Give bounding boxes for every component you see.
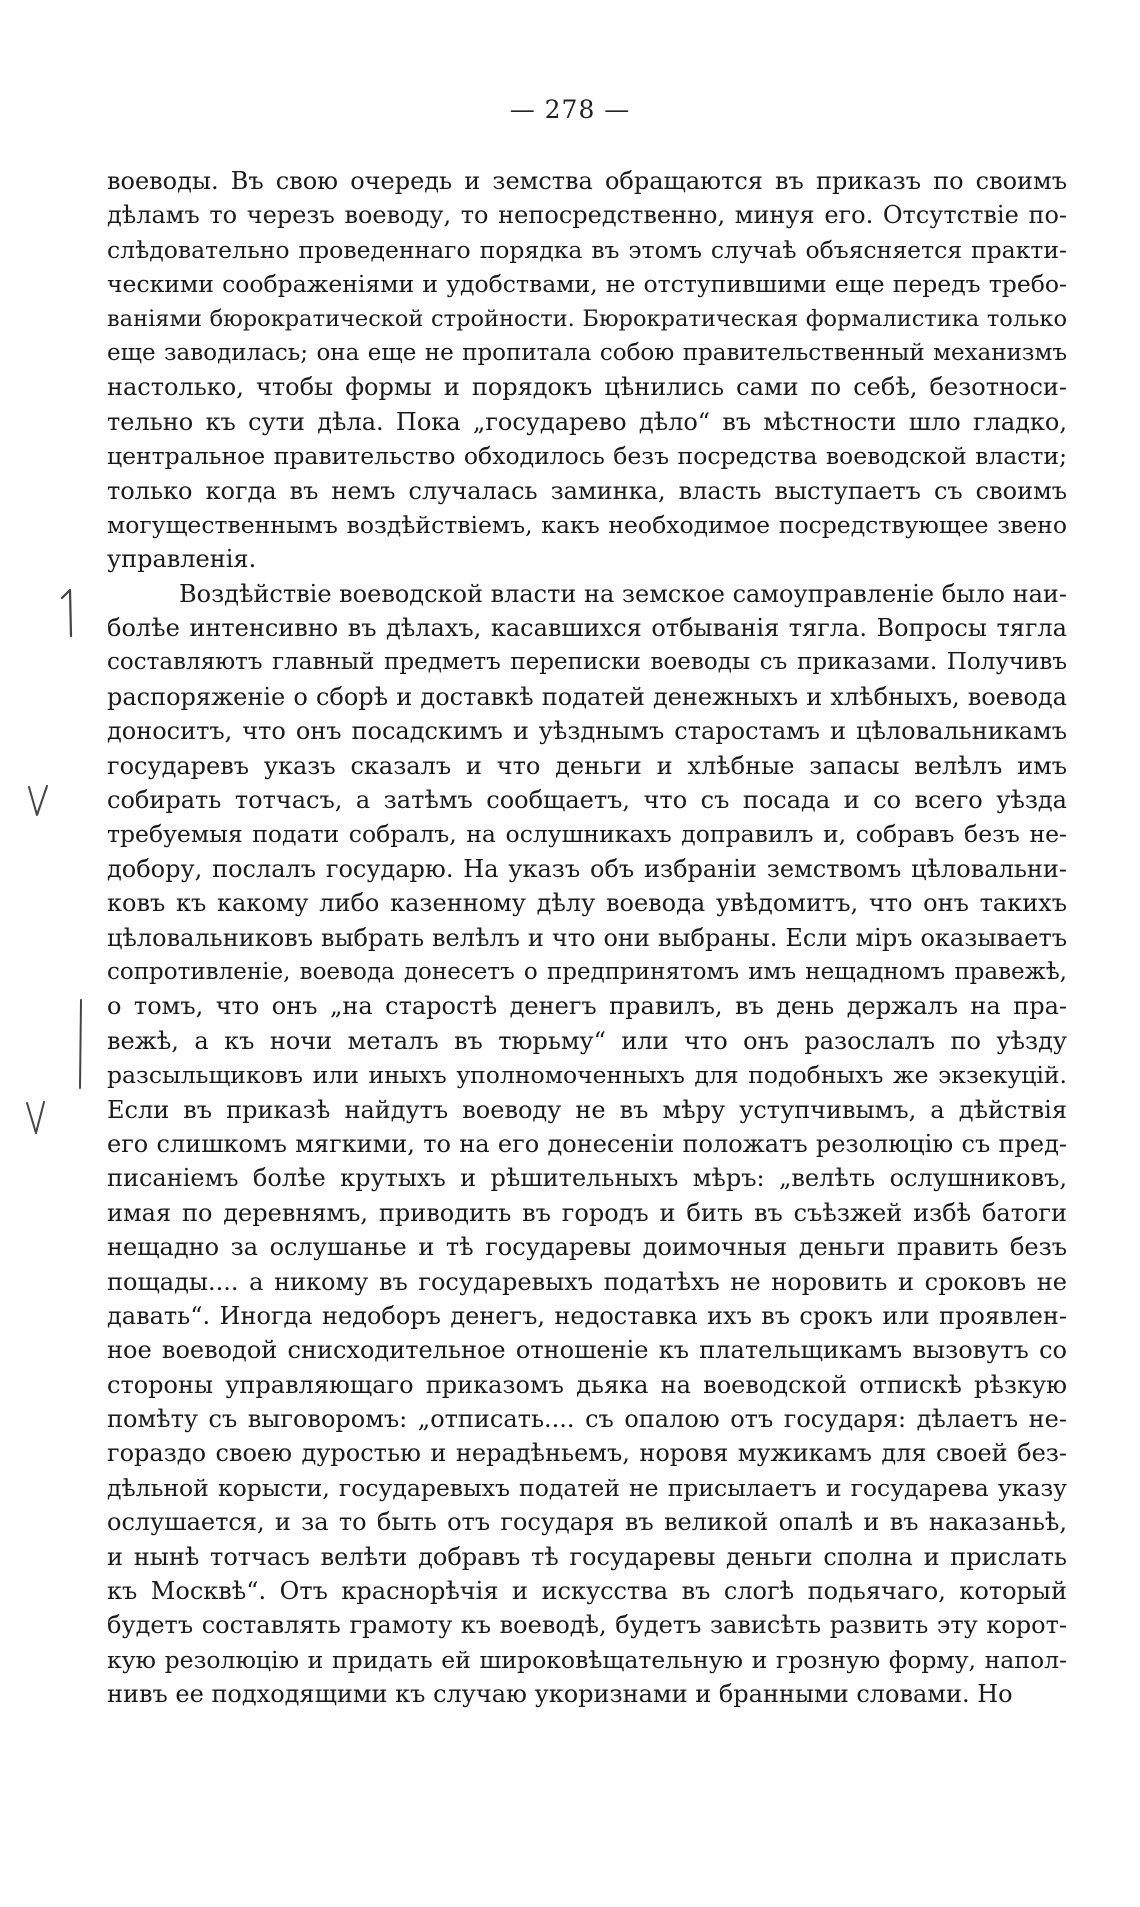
- text-line: распоряженіе о сборѣ и доставкѣ податей денежныхъ и хлѣбныхъ, воевода: [107, 682, 1067, 711]
- margin-mark-v-upper-icon: [26, 784, 50, 818]
- text-line: Воздѣйствіе воеводской власти на земское самоуправленіе было наи-: [179, 579, 1067, 608]
- margin-mark-v-lower-icon: [24, 1100, 48, 1136]
- paragraph-1: [107, 164, 1067, 577]
- margin-mark-one-icon: [58, 588, 82, 638]
- text-line: собирать тотчасъ, а затѣмъ сообщаетъ, что съ посада и со всего уѣзда: [107, 786, 1067, 815]
- text-line: помѣту съ выговоромъ: „отписать.... съ опалою отъ государя: дѣлаетъ не-: [107, 1405, 1067, 1434]
- text-line: писаніемъ болѣе крутыхъ и рѣшительныхъ мѣръ: „велѣть ослушниковъ,: [107, 1164, 1067, 1193]
- text-line: составляютъ главный предметъ переписки воеводы съ приказами. Получивъ: [107, 649, 1067, 676]
- text-line: его слишкомъ мягкими, то на его донесеніи положатъ резолюцію съ пред-: [107, 1129, 1067, 1158]
- text-line: добору, послалъ государю. На указъ объ избраніи земствомъ цѣловальни-: [107, 854, 1067, 883]
- paragraph-2: [107, 577, 1067, 1712]
- text-line: управленія.: [107, 545, 257, 574]
- text-line: стороны управляющаго приказомъ дьяка на воеводской отпискѣ рѣзкую: [107, 1370, 1067, 1399]
- text-line: тельно къ сути дѣла. Пока „государево дѣло“ въ мѣстности шло гладко,: [107, 407, 1067, 436]
- text-line: болѣе интенсивно въ дѣлахъ, касавшихся отбыванія тягла. Вопросы тягла: [107, 614, 1067, 643]
- text-line: нивъ ее подходящими къ случаю укоризнами и бранными словами. Но: [107, 1680, 1013, 1709]
- text-line: ное воеводой снисходительное отношеніе къ плательщикамъ вызовутъ со: [107, 1336, 1067, 1365]
- text-line: пощады.... а никому въ государевыхъ податѣхъ не норовить и сроковъ не: [107, 1267, 1067, 1296]
- text-line: кую резолюцію и придать ей широковѣщательную и грозную форму, напол-: [107, 1645, 1067, 1674]
- text-line: вежѣ, а къ ночи металъ въ тюрьму“ или что онъ разослалъ по уѣзду: [107, 1026, 1067, 1055]
- text-line: настолько, чтобы формы и порядокъ цѣнились сами по себѣ, безотноси-: [107, 373, 1067, 402]
- text-line: могущественнымъ воздѣйствіемъ, какъ необходимое посредствующее звено: [107, 510, 1067, 539]
- text-line: и нынѣ тотчасъ велѣти добравъ тѣ государевы деньги сполна и прислать: [107, 1542, 1067, 1571]
- text-line: государевъ указъ сказалъ и что деньги и хлѣбные запасы велѣлъ имъ: [107, 751, 1067, 780]
- text-line: центральное правительство обходилось безъ посредства воеводской власти;: [107, 442, 1067, 471]
- text-line: ослушается, и за то быть отъ государя въ великой опалѣ и въ наказаньѣ,: [107, 1508, 1067, 1537]
- text-line: доноситъ, что онъ посадскимъ и уѣзднымъ старостамъ и цѣловальникамъ: [107, 717, 1067, 746]
- body-text: [107, 164, 1067, 1712]
- text-line: требуемыя подати собралъ, на ослушникахъ доправилъ и, собравъ безъ не-: [107, 820, 1067, 849]
- text-line: ваніями бюрократической стройности. Бюрократическая формалистика только: [107, 305, 1067, 332]
- text-line: еще заводилась; она еще не пропитала собою правительственный механизмъ: [107, 339, 1067, 366]
- text-line: имая по деревнямъ, приводить въ городъ и бить въ съѣзжей избѣ батоги: [107, 1198, 1067, 1227]
- text-line: разсыльщиковъ или иныхъ уполномоченныхъ для подобныхъ же экзекуцій.: [107, 1061, 1067, 1090]
- text-line: нещадно за ослушанье и тѣ государевы доимочныя деньги править безъ: [107, 1233, 1067, 1262]
- text-line: ковъ къ какому либо казенному дѣлу воевода увѣдомитъ, что онъ такихъ: [107, 889, 1067, 918]
- text-line: слѣдовательно проведеннаго порядка въ этомъ случаѣ объясняется практи-: [107, 235, 1067, 264]
- page-number: — 278 —: [509, 95, 631, 124]
- text-line: ческими соображеніями и удобствами, не отступившими еще передъ требо-: [107, 270, 1067, 299]
- text-line: сопротивленіе, воевода донесетъ о предпринятомъ имъ нещадномъ правежѣ,: [107, 958, 1067, 985]
- text-line: воеводы. Въ свою очередь и земства обращаются въ приказъ по своимъ: [107, 167, 1067, 195]
- text-line: цѣловальниковъ выбрать велѣлъ и что они выбраны. Если міръ оказываетъ: [107, 923, 1067, 952]
- text-line: о томъ, что онъ „на старостѣ денегъ правилъ, въ день держалъ на пра-: [107, 992, 1067, 1021]
- text-line: давать“. Иногда недоборъ денегъ, недоставка ихъ въ срокъ или проявлен-: [107, 1301, 1067, 1330]
- text-line: къ Москвѣ“. Отъ краснорѣчія и искусства въ слогѣ подьячаго, который: [107, 1577, 1067, 1606]
- text-line: будетъ составлять грамоту къ воеводѣ, будетъ зависѣть развить эту корот-: [107, 1611, 1067, 1640]
- text-line: гораздо своею дуростью и нерадѣньемъ, норовя мужикамъ для своей без-: [107, 1439, 1067, 1468]
- text-line: дѣльной корысти, государевыхъ податей не присылаетъ и государева указу: [107, 1473, 1067, 1502]
- text-line: дѣламъ то черезъ воеводу, то непосредственно, минуя его. Отсутствіе по-: [107, 201, 1067, 230]
- text-line: только когда въ немъ случалась заминка, власть выступаетъ съ своимъ: [107, 476, 1067, 505]
- text-line: Если въ приказѣ найдутъ воеводу не въ мѣру уступчивымъ, а дѣйствія: [107, 1095, 1067, 1124]
- margin-mark-bar-icon: [76, 998, 86, 1090]
